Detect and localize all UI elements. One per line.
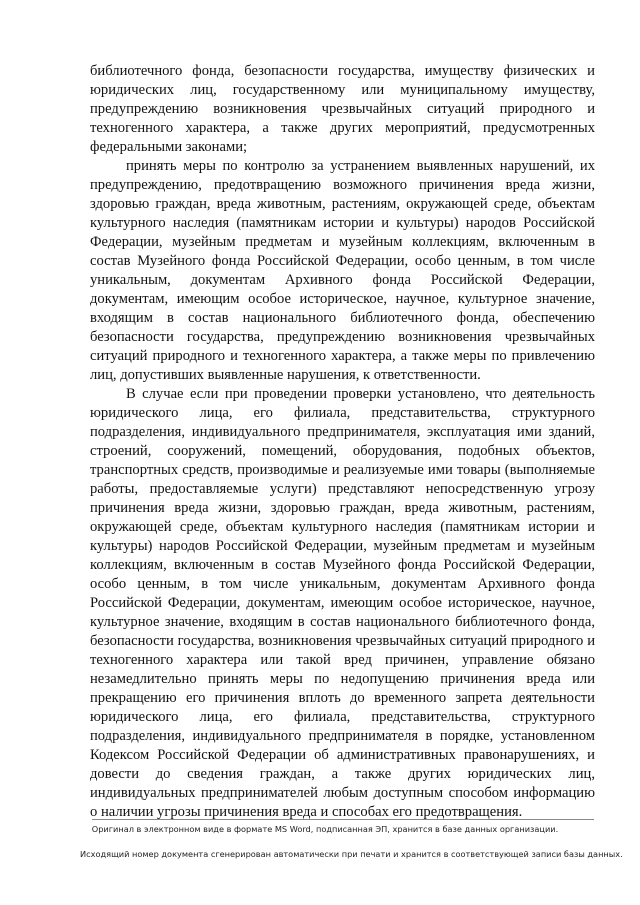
paragraph-measures: принять меры по контролю за устранением выявленных нарушений, их предупреждению, предотвращению возможного причинения вреда жизни, здоровью граждан, вреда животным, растениям, окружающей среде, объектам культурного наследия (памятникам истории и культуры) народов Российской Федерации, музейным предметам и музейным коллекциям, включенным в состав Музейного фонда Российской Федерации, особо ценным, в том числе уникальным, документам Архивного фонда Российской Федерации, документам, имеющим особое историческое, научное, культурное значение, входящим в состав национального библиотечного фонда, обеспечению безопасности государства, предупреждению возникновения чрезвычайных ситуаций природного и техногенного характера, а также меры по привлечению лиц, допустивших выявленные нарушения, к ответственности. bbox=[90, 158, 595, 383]
footer-number-note: Исходящий номер документа сгенерирован автоматически при печати и хранится в соответствующей записи базы данных. bbox=[80, 849, 623, 859]
footer-original-note: Оригинал в электронном виде в формате MS Word, подписанная ЭП, хранится в базе данных организации. bbox=[91, 824, 559, 834]
document-body bbox=[90, 62, 595, 822]
paragraph-continuation: библиотечного фонда, безопасности государства, имуществу физических и юридических лиц, государственному или муниципальному имуществу, предупреждению возникновения чрезвычайных ситуаций природного и техногенного характера, а также других мероприятий, предусмотренных федеральными законами; bbox=[90, 63, 595, 155]
footer-divider bbox=[92, 819, 594, 820]
paragraph-threat-case: В случае если при проведении проверки установлено, что деятельность юридического лица, его филиала, представительства, структурного подразделения, индивидуального предпринимателя, эксплуатация ими зданий, строений, сооружений, помещений, оборудования, подобных объектов, транспортных средств, производимые и реализуемые ими товары (выполняемые работы, предоставляемые услуги) представляют непосредственную угрозу причинения вреда жизни, здоровью граждан, вреда животным, растениям, окружающей среде, объектам культурного наследия (памятникам истории и культуры) народов Российской Федерации, музейным предметам и музейным коллекциям, включенным в состав Музейного фонда Российской Федерации, особо ценным, в том числе уникальным, документам Архивного фонда Российской Федерации, документам, имеющим особое историческое, научное, культурное значение, входящим в состав национального библиотечного фонда, безопасности государства, возникновения чрезвычайных ситуаций природного и техногенного характера или такой вред причинен, управление обязано незамедлительно принять меры по недопущению причинения вреда или прекращению его причинения вплоть до временного запрета деятельности юридического лица, его филиала, представительства, структурного подразделения, индивидуального предпринимателя в порядке, установленном Кодексом Российской Федерации об административных правонарушениях, и довести до сведения граждан, а также других юридических лиц, индивидуальных предпринимателей любым доступным способом информацию о наличии угрозы причинения вреда и способах его предотвращения. bbox=[90, 386, 595, 820]
